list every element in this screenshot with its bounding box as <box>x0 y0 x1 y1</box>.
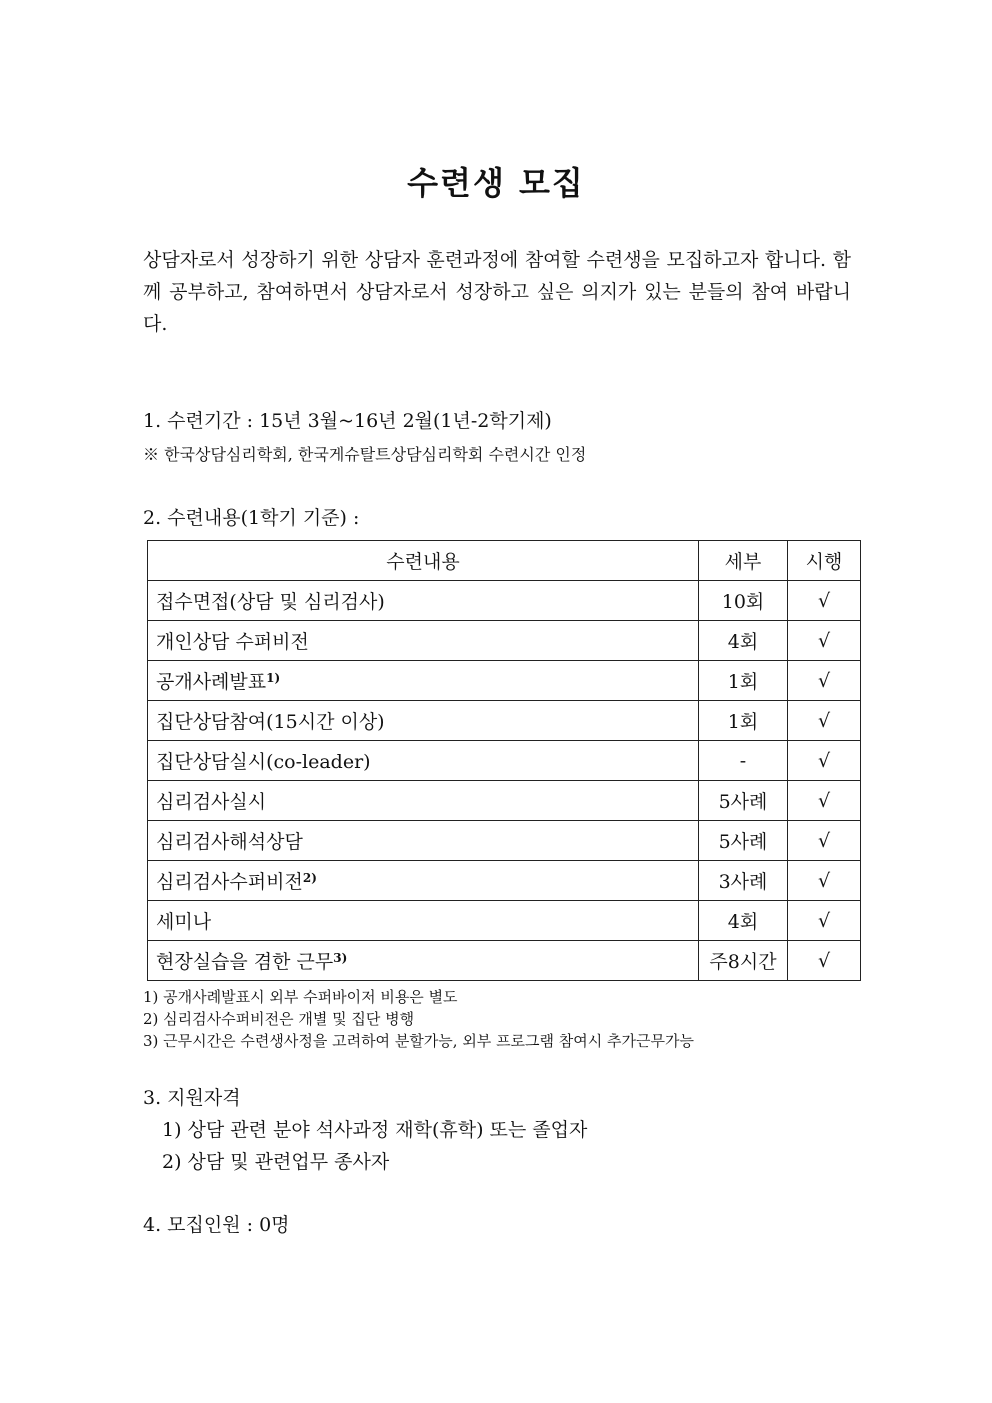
row-content: 심리검사수퍼비전 <box>156 871 303 893</box>
table-row <box>148 941 861 981</box>
footnote-marker: 3) <box>333 951 348 965</box>
table-row <box>148 741 861 781</box>
table-row <box>148 781 861 821</box>
section2-heading: 2. 수련내용(1학기 기준) : <box>143 507 360 529</box>
header-check: 시행 <box>788 541 861 581</box>
row-content: 공개사례발표 <box>156 671 267 693</box>
check-mark-icon: √ <box>788 781 861 821</box>
table-row <box>148 901 861 941</box>
section3-heading: 3. 지원자격 <box>143 1087 241 1109</box>
intro-paragraph: 상담자로서 성장하기 위한 상담자 훈련과정에 참여할 수련생을 모집하고자 합니다. 함께 공부하고, 참여하면서 상담자로서 성장하고 싶은 의지가 있는 분들의 참여 바랍니다. <box>143 249 851 335</box>
curriculum-table <box>147 540 861 981</box>
row-content-cell <box>148 901 699 941</box>
header-content: 수련내용 <box>148 541 699 581</box>
row-detail: 1회 <box>699 701 788 741</box>
section1-heading: 1. 수련기간 : 15년 3월~16년 2월(1년-2학기제) <box>143 410 552 432</box>
header-detail: 세부 <box>699 541 788 581</box>
table-row <box>148 661 861 701</box>
row-content: 접수면접(상담 및 심리검사) <box>156 591 385 613</box>
check-mark-icon: √ <box>788 621 861 661</box>
footnote-2: 2) 심리검사수퍼비전은 개별 및 집단 병행 <box>143 1010 415 1028</box>
row-content-cell <box>148 741 699 781</box>
row-content-cell <box>148 701 699 741</box>
row-detail: 10회 <box>699 581 788 621</box>
section4-heading: 4. 모집인원 : 0명 <box>143 1214 290 1236</box>
row-content: 개인상담 수퍼비전 <box>156 631 309 653</box>
check-mark-icon: √ <box>788 861 861 901</box>
table-header-row <box>148 541 861 581</box>
footnote-1: 1) 공개사례발표시 외부 수퍼바이저 비용은 별도 <box>143 988 458 1006</box>
table-row <box>148 621 861 661</box>
footnote-marker: 2) <box>302 871 317 885</box>
row-content: 심리검사실시 <box>156 791 267 813</box>
footnote-marker: 1) <box>266 671 281 685</box>
qualification-item-1: 1) 상담 관련 분야 석사과정 재학(휴학) 또는 졸업자 <box>162 1119 588 1141</box>
row-content: 집단상담참여(15시간 이상) <box>156 711 385 733</box>
row-detail: 4회 <box>699 621 788 661</box>
page-title: 수련생 모집 <box>407 164 585 202</box>
row-content: 집단상담실시(co-leader) <box>156 751 371 773</box>
check-mark-icon: √ <box>788 661 861 701</box>
check-mark-icon: √ <box>788 941 861 981</box>
row-detail: 주8시간 <box>699 941 788 981</box>
row-detail: - <box>699 741 788 781</box>
check-mark-icon: √ <box>788 741 861 781</box>
footnote-3: 3) 근무시간은 수련생사정을 고려하여 분할가능, 외부 프로그램 참여시 추가근무가능 <box>143 1032 694 1050</box>
table-row <box>148 581 861 621</box>
row-content: 심리검사해석상담 <box>156 831 303 853</box>
row-content: 현장실습을 겸한 근무 <box>156 951 334 973</box>
row-content-cell <box>148 941 699 981</box>
row-content-cell <box>148 821 699 861</box>
row-detail: 5사례 <box>699 821 788 861</box>
check-mark-icon: √ <box>788 701 861 741</box>
row-content-cell <box>148 621 699 661</box>
check-mark-icon: √ <box>788 581 861 621</box>
check-mark-icon: √ <box>788 821 861 861</box>
table-row <box>148 821 861 861</box>
row-detail: 1회 <box>699 661 788 701</box>
row-content-cell <box>148 781 699 821</box>
row-content: 세미나 <box>156 911 212 933</box>
row-detail: 4회 <box>699 901 788 941</box>
row-detail: 5사례 <box>699 781 788 821</box>
table-row <box>148 701 861 741</box>
qualification-item-2: 2) 상담 및 관련업무 종사자 <box>162 1151 390 1173</box>
table-row <box>148 861 861 901</box>
check-mark-icon: √ <box>788 901 861 941</box>
section1-note: ※ 한국상담심리학회, 한국게슈탈트상담심리학회 수련시간 인정 <box>143 445 587 464</box>
row-content-cell <box>148 581 699 621</box>
row-content-cell <box>148 661 699 701</box>
row-detail: 3사례 <box>699 861 788 901</box>
row-content-cell <box>148 861 699 901</box>
